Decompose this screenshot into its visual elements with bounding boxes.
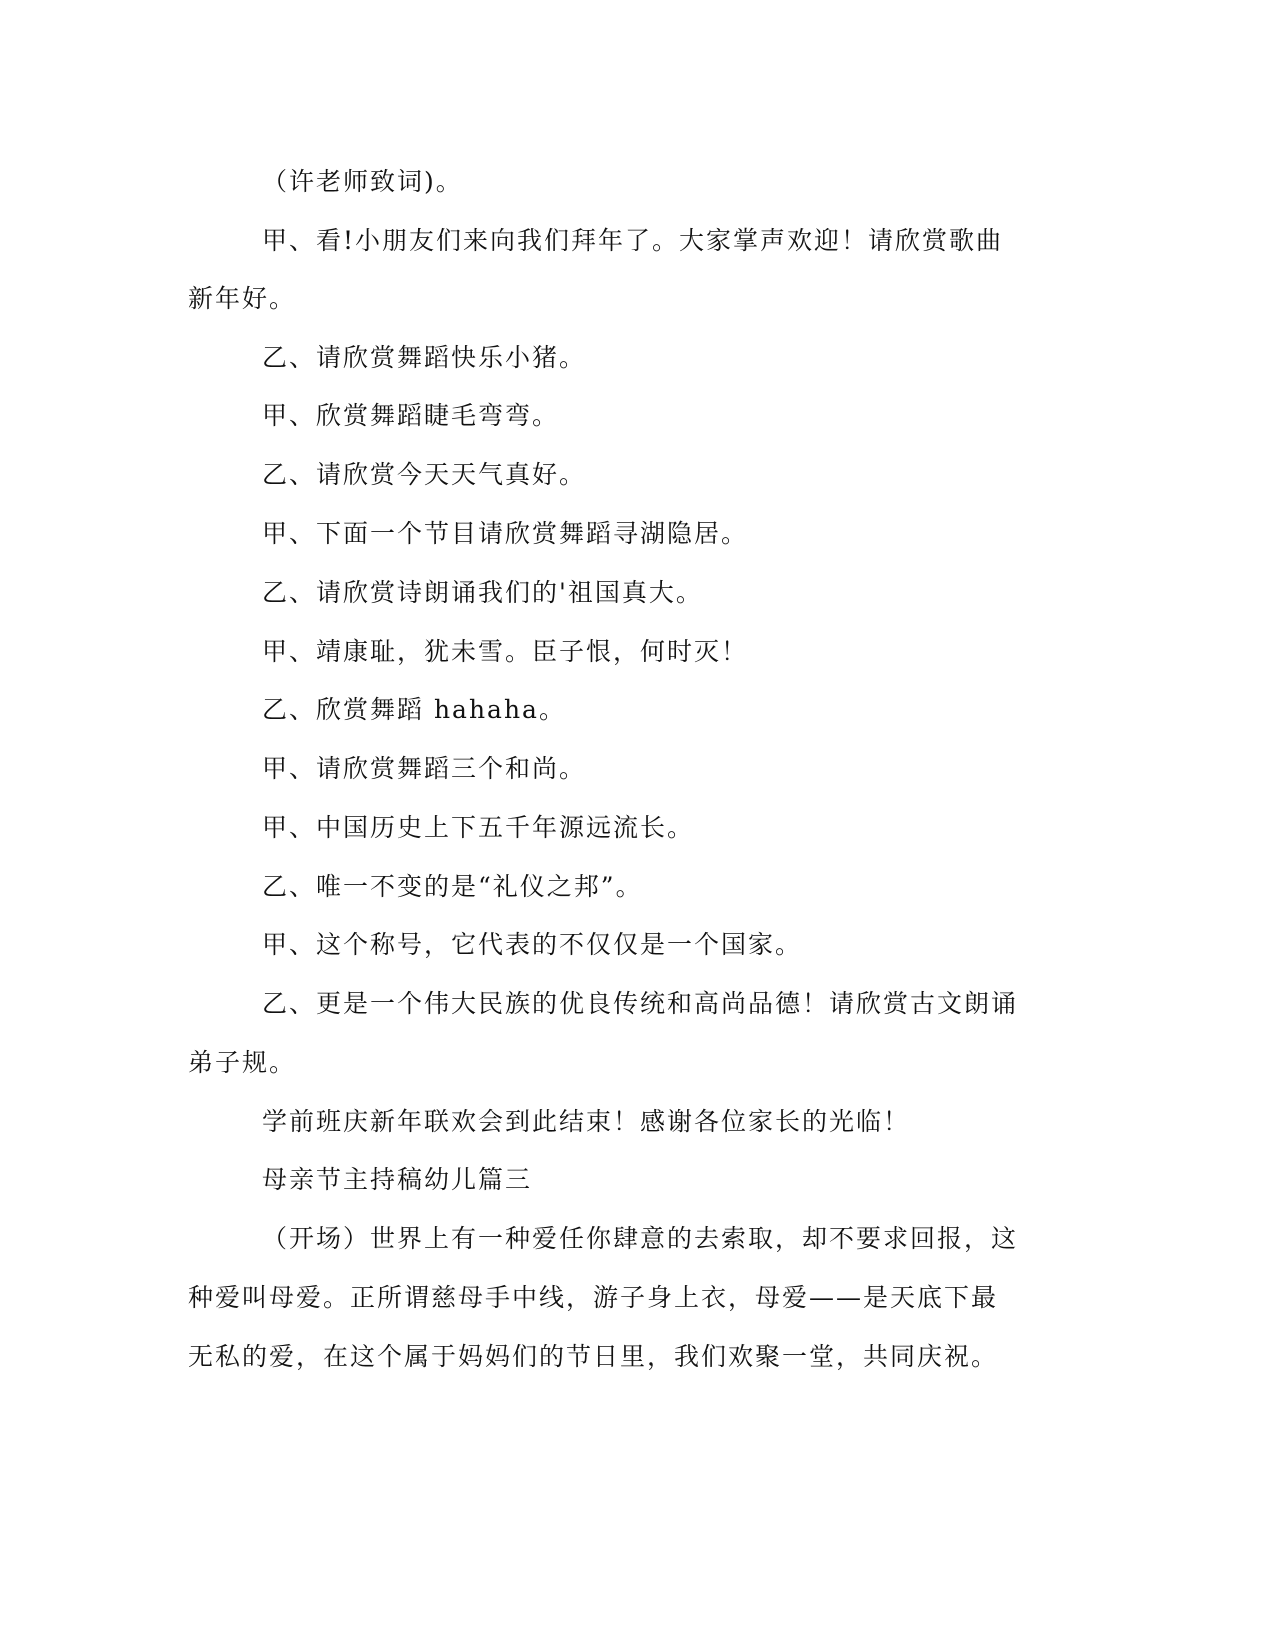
- text-line-17: 学前班庆新年联欢会到此结束！感谢各位家长的光临！: [262, 1107, 911, 1136]
- text-line-15: 乙、更是一个伟大民族的优良传统和高尚品德！请欣赏古文朗诵: [262, 989, 1019, 1018]
- text-line-1: （许老师致词)。: [262, 167, 463, 196]
- text-line-7: 甲、下面一个节目请欣赏舞蹈寻湖隐居。: [262, 519, 749, 548]
- text-line-3: 新年好。: [188, 284, 297, 313]
- text-line-21: 无私的爱，在这个属于妈妈们的节日里，我们欢聚一堂，共同庆祝。: [188, 1342, 999, 1371]
- text-line-16: 弟子规。: [188, 1048, 297, 1077]
- text-line-19: （开场）世界上有一种爱任你肆意的去索取，却不要求回报，这: [262, 1224, 1019, 1253]
- text-line-2: 甲、看!小朋友们来向我们拜年了。大家掌声欢迎！请欣赏歌曲: [262, 226, 1004, 255]
- text-line-9: 甲、靖康耻，犹未雪。臣子恨，何时灭！: [262, 637, 749, 666]
- text-line-10: 乙、欣赏舞蹈 hahaha。: [262, 695, 566, 724]
- text-line-20: 种爱叫母爱。正所谓慈母手中线，游子身上衣，母爱——是天底下最: [188, 1283, 999, 1312]
- text-line-11: 甲、请欣赏舞蹈三个和尚。: [262, 754, 587, 783]
- text-line-8: 乙、请欣赏诗朗诵我们的'祖国真大。: [262, 578, 703, 607]
- text-line-14: 甲、这个称号，它代表的不仅仅是一个国家。: [262, 930, 803, 959]
- section-heading: 母亲节主持稿幼儿篇三: [262, 1165, 533, 1194]
- text-line-4: 乙、请欣赏舞蹈快乐小猪。: [262, 343, 587, 372]
- text-line-13: 乙、唯一不变的是“礼仪之邦”。: [262, 872, 643, 901]
- text-line-6: 乙、请欣赏今天天气真好。: [262, 460, 587, 489]
- text-line-5: 甲、欣赏舞蹈睫毛弯弯。: [262, 401, 560, 430]
- text-line-12: 甲、中国历史上下五千年源远流长。: [262, 813, 695, 842]
